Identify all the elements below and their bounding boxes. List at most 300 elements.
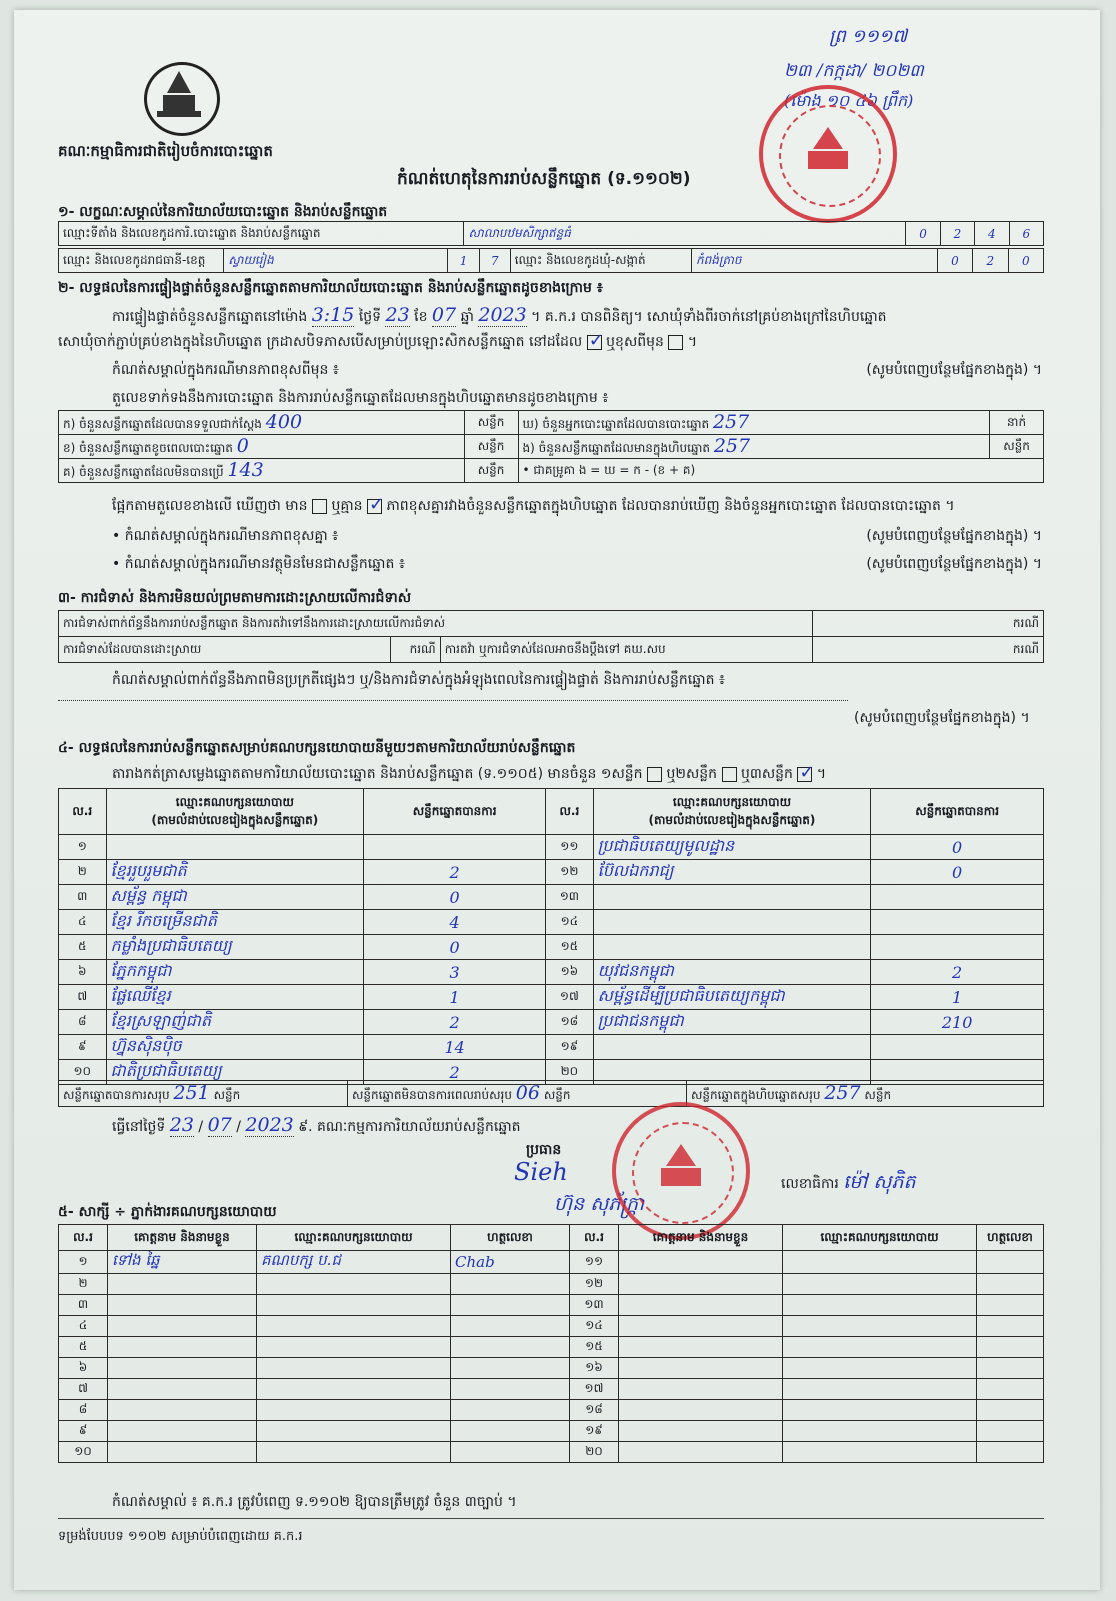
other-note-label: • កំណត់សម្គាល់ក្នុងករណីមានវត្ថុមិនមែនជាសន្លឹកឆ្នោត ៖ (112, 556, 405, 572)
verify-time: 3:15 (311, 304, 355, 326)
receipt-note-time: (ម៉ោង ១០ ៤៦ ព្រឹក) (784, 91, 914, 110)
count-e-value: 257 (713, 435, 751, 457)
tally-2-checkbox[interactable] (722, 767, 737, 782)
witness-name-right (619, 1316, 783, 1337)
result-party-right: ប្រជាធិបតេយ្យមូលដ្ឋាន (593, 835, 871, 860)
objection-row1: ការជំទាស់ពាក់ព័ន្ធនឹងការរាប់សន្លឹកឆ្នោត និងការតវ៉ាទៅនឹងការដោះស្រាយលើការជំទាស់ (59, 611, 813, 637)
total-box-label: សន្លឹកឆ្នោតក្នុងហិបឆ្នោតសរុប (691, 1088, 821, 1102)
w-col-name-left: គោត្តនាម និងនាមខ្លួន (108, 1225, 257, 1251)
result-party-right (593, 910, 871, 935)
no-diff-checkbox[interactable] (367, 499, 382, 514)
witness-party-right (783, 1442, 977, 1463)
witness-no-right: ១៤ (570, 1316, 619, 1337)
result-party-right (593, 1035, 871, 1060)
total-valid-unit: សន្លឹក (213, 1088, 241, 1102)
tally-3-checkbox[interactable] (797, 767, 812, 782)
w-col-sign-left: ហត្ថលេខា (451, 1225, 570, 1251)
witness-party-right (783, 1274, 977, 1295)
witness-name-right (619, 1337, 783, 1358)
result-party-left: សម្ព័ន្ធ កម្ពុជា (106, 885, 364, 910)
witness-party-left (257, 1442, 451, 1463)
result-votes-right (871, 1035, 1044, 1060)
section1-title: ១- លក្ខណៈសម្គាល់នៃការិយាល័យបោះឆ្នោត និងរាប់សន្លឹកឆ្នោត (58, 204, 388, 220)
result-party-right: ប្រជាជនកម្ពុជា (593, 1010, 871, 1035)
result-row (59, 1035, 1044, 1060)
result-no-left: ១០ (59, 1060, 107, 1085)
irregularity-note: កំណត់សម្គាល់ពាក់ព័ន្ធនឹងភាពមិនប្រក្រតីផ្សេងៗ ឬ/និងការជំទាស់ក្នុងអំឡុងពេលនៃការផ្ទៀងផ្ទាត់ និងការរាប់សន្លឹកឆ្នោត ៖ (112, 672, 726, 688)
objection-appeal-case: ករណី (813, 637, 1044, 663)
witness-party-left: គណបក្ស ប.ជ (257, 1251, 451, 1274)
section5-title: ៥- សាក្សី ÷ ភ្នាក់ងារគណបក្សនយោបាយ (58, 1204, 277, 1220)
witness-no-right: ១៨ (570, 1400, 619, 1421)
witness-no-left: ២ (59, 1274, 108, 1295)
same-checkbox[interactable] (587, 335, 602, 350)
witness-no-left: ៩ (59, 1421, 108, 1442)
witness-party-right (783, 1251, 977, 1274)
witness-sign-left: Chab (451, 1251, 570, 1274)
witness-row (59, 1421, 1044, 1442)
witness-name-left (108, 1358, 257, 1379)
witness-name-left (108, 1274, 257, 1295)
witness-row (59, 1316, 1044, 1337)
objection-table (58, 610, 1044, 663)
form-sheet (14, 10, 1100, 1590)
result-party-left (106, 835, 364, 860)
province-label: ឈ្មោះ និងលេខកូដរាជធានី-ខេត្ត (59, 249, 224, 273)
result-votes-right: 2 (871, 960, 1044, 985)
objection-resolved: ការជំទាស់ដែលបានដោះស្រាយ (59, 637, 391, 663)
result-row (59, 885, 1044, 910)
fill-back-note: (សូមបំពេញបន្ថែមផ្នែកខាងក្នុង) ។ (866, 362, 1042, 378)
witness-no-left: ៨ (59, 1400, 108, 1421)
witness-no-right: ១៣ (570, 1295, 619, 1316)
result-no-right: ១៤ (546, 910, 594, 935)
diff-option-label: ឬខុសពីមុន (606, 334, 664, 350)
witness-sign-left (451, 1421, 570, 1442)
has-diff-checkbox[interactable] (312, 499, 327, 514)
verify-line2-text: សោឃុំចាក់ភ្ជាប់គ្រប់ខាងក្នុងនៃហិបឆ្នោត ក្រដាសបិទភាសបើសម្រាប់ប្រឡោះសិកសន្លឹកឆ្នោត នៅដដែល (58, 334, 583, 350)
objection-appeal: ការតវ៉ា ឬការជំទាស់ដែលអាចនឹងប្តឹងទៅ គឃ.សប (440, 637, 813, 663)
result-no-left: ៦ (59, 960, 107, 985)
witness-sign-right (977, 1274, 1044, 1295)
commune-code-2: 2 (973, 249, 1008, 273)
total-invalid-cell (348, 1081, 687, 1107)
counts-intro: តួលេខទាក់ទងនឹងការបោះឆ្នោត និងការរាប់សន្លឹកឆ្នោតដែលមានក្នុងហិបឆ្នោតមានដូចខាងក្រោម ៖ (112, 390, 609, 406)
fill-back-note-2: (សូមបំពេញបន្ថែមផ្នែកខាងក្នុង) ។ (866, 528, 1042, 544)
results-table (58, 788, 1044, 1085)
result-no-right: ២០ (546, 1060, 594, 1085)
witness-name-left (108, 1337, 257, 1358)
witness-row (59, 1358, 1044, 1379)
witness-sign-left (451, 1337, 570, 1358)
result-votes-right: 1 (871, 985, 1044, 1010)
witness-party-right (783, 1421, 977, 1442)
result-votes-left: 2 (364, 1060, 546, 1085)
count-a-value: 400 (265, 411, 303, 433)
result-votes-right: 210 (871, 1010, 1044, 1035)
result-row (59, 1010, 1044, 1035)
witness-sign-left (451, 1274, 570, 1295)
witness-party-left (257, 1358, 451, 1379)
form-title: កំណត់ហេតុនៃការរាប់សន្លឹកឆ្នោត (ទ.១១០២) (397, 169, 691, 189)
witness-sign-left (451, 1316, 570, 1337)
witness-sign-left (451, 1295, 570, 1316)
result-no-left: ៩ (59, 1035, 107, 1060)
irregularity-dotted-line (58, 700, 848, 701)
witness-no-right: ១១ (570, 1251, 619, 1274)
count-d-label: ឃ) ចំនួនអ្នកបោះឆ្នោតដែលបានបោះឆ្នោត (522, 417, 710, 431)
province-table (58, 248, 1044, 273)
total-valid-label: សន្លឹកឆ្នោតបានការសរុប (63, 1088, 170, 1102)
witness-row (59, 1274, 1044, 1295)
result-party-left: ហ្វ៊ុនស៊ិនប៉ិច (106, 1035, 364, 1060)
count-b-unit: សន្លឹក (464, 435, 518, 459)
seal-stamp-top (759, 85, 897, 223)
witness-party-right (783, 1379, 977, 1400)
office-code-3: 4 (975, 222, 1009, 246)
col-party-right-sub: (តាមលំដាប់លេខរៀងក្នុងសន្លឹកឆ្នោត) (648, 812, 816, 827)
chair-signature: Sieh (514, 1158, 568, 1186)
result-votes-left: 1 (364, 985, 546, 1010)
diff-note2-line (112, 526, 1042, 547)
result-party-right (593, 935, 871, 960)
result-no-right: ១២ (546, 860, 594, 885)
w-col-sign-right: ហត្ថលេខា (977, 1225, 1044, 1251)
witness-party-left (257, 1421, 451, 1442)
result-votes-right: 0 (871, 835, 1044, 860)
compare-text: ភាពខុសគ្នារវាងចំនួនសន្លឹកឆ្នោតក្នុងហិបឆ្នោត ដែលបានរាប់ឃើញ និងចំនួនអ្នកបោះឆ្នោត ដែលបានបោះឆ្នោត ។ (386, 498, 955, 514)
witness-sign-right (977, 1442, 1044, 1463)
compare-line (112, 496, 955, 517)
witness-name-right (619, 1421, 783, 1442)
result-no-left: ៥ (59, 935, 107, 960)
seal-emblem-icon-2 (646, 1140, 716, 1200)
witness-party-left (257, 1274, 451, 1295)
result-row (59, 860, 1044, 885)
verify-month-label: ខែ (414, 309, 428, 325)
witness-party-right (783, 1316, 977, 1337)
receipt-note-date: ២៣ /កក្កដា/ ២០២៣ (784, 61, 924, 81)
result-votes-right: 0 (871, 860, 1044, 885)
result-votes-left (364, 835, 546, 860)
witness-party-left (257, 1400, 451, 1421)
result-no-left: ៨ (59, 1010, 107, 1035)
col-party-left-title: ឈ្មោះគណបក្សនយោបាយ (175, 794, 294, 809)
tally-1-checkbox[interactable] (647, 767, 662, 782)
count-formula: • ជាគម្រូគា ង = ឃ = ក - (ខ + គ) (518, 459, 1044, 483)
witness-sign-right (977, 1251, 1044, 1274)
witness-party-left (257, 1337, 451, 1358)
result-row (59, 910, 1044, 935)
diff-note-line (112, 360, 1042, 381)
committee-label: ៩. គណៈកម្មការការិយាល័យរាប់សន្លឹកឆ្នោត (298, 1119, 521, 1135)
witness-no-left: ៥ (59, 1337, 108, 1358)
result-party-right: ប៊ែលឯករាជ្យ (593, 860, 871, 885)
witness-no-left: ១០ (59, 1442, 108, 1463)
total-box: 257 (824, 1082, 861, 1104)
office-code-4: 6 (1009, 222, 1043, 246)
footer-divider (58, 1518, 1044, 1519)
office-code-1: 0 (906, 222, 940, 246)
total-valid-cell (59, 1081, 348, 1107)
diff-note-label: កំណត់សម្គាល់ក្នុងករណីមានភាពខុសពីមុន ៖ (112, 362, 339, 378)
done-day: 23 (169, 1114, 194, 1136)
witness-sign-right (977, 1295, 1044, 1316)
result-party-left: ជាតិប្រជាធិបតេយ្យ (106, 1060, 364, 1085)
verify-year-label: ឆ្នាំ (460, 309, 474, 325)
witness-name-left (108, 1379, 257, 1400)
witness-row (59, 1295, 1044, 1316)
result-party-left: ផ្លែឈើខ្មែរ (106, 985, 364, 1010)
result-votes-left: 14 (364, 1035, 546, 1060)
commune-code-1: 0 (937, 249, 972, 273)
result-no-right: ១១ (546, 835, 594, 860)
witness-sign-right (977, 1421, 1044, 1442)
w-col-name-right: គោត្តនាម និងនាមខ្លួន (619, 1225, 783, 1251)
count-a-label: ក) ចំនួនសន្លឹកឆ្នោតដែលបានទទួលជាក់ស្តែង (63, 417, 262, 431)
done-month: 07 (207, 1114, 232, 1136)
witness-name-right (619, 1251, 783, 1274)
col-party-right (593, 789, 871, 835)
result-party-right (593, 885, 871, 910)
result-no-right: ១៩ (546, 1035, 594, 1060)
witness-no-right: ១៥ (570, 1337, 619, 1358)
result-votes-left: 3 (364, 960, 546, 985)
result-party-left: ខ្មែរ រីកចម្រើនជាតិ (106, 910, 364, 935)
tally-sheet-line: តារាងកត់ត្រាសម្លេងឆ្នោតតាមការិយាល័យបោះឆ្នោត និងរាប់សន្លឹកឆ្នោត (ទ.១១០៥) មានចំនួន ១សន្លឹក ឬ២សន្លឹក ឬ៣សន្លឹក ✓ ។ (112, 764, 826, 785)
section2-title: ២- លទ្ធផលនៃការផ្ទៀងផ្ទាត់ចំនួនសន្លឹកឆ្នោតតាមការិយាល័យបោះឆ្នោត និងរាប់សន្លឹកឆ្នោតដូចខាងក្រោម ៖ (58, 280, 603, 296)
witness-name-right (619, 1358, 783, 1379)
seal-emblem-icon (793, 123, 863, 183)
witness-name-left (108, 1442, 257, 1463)
result-row (59, 985, 1044, 1010)
witness-row (59, 1400, 1044, 1421)
witness-party-right (783, 1358, 977, 1379)
witness-name-left (108, 1316, 257, 1337)
col-votes-left: សន្លឹកឆ្នោតបានការ (364, 789, 546, 835)
commune-code-3: 0 (1008, 249, 1043, 273)
witness-sign-right (977, 1316, 1044, 1337)
verify-time-label: ការផ្ទៀងផ្ទាត់ចំនួនសន្លឹកឆ្នោតនៅម៉ោង (112, 309, 308, 325)
count-e-unit: សន្លឹក (990, 435, 1044, 459)
verify-line-2: សោឃុំចាក់ភ្ជាប់គ្រប់ខាងក្នុងនៃហិបឆ្នោត ក្រដាសបិទភាសបើសម្រាប់ប្រឡោះសិកសន្លឹកឆ្នោត នៅដដែល ✓ ឬខុសពីមុន ។ (58, 332, 697, 353)
col-party-left-sub: (តាមលំដាប់លេខរៀងក្នុងសន្លឹកឆ្នោត) (151, 812, 319, 827)
witness-party-left (257, 1379, 451, 1400)
location-table (58, 221, 1044, 246)
result-votes-left: 2 (364, 860, 546, 885)
fill-back-note-4: (សូមបំពេញបន្ថែមផ្នែកខាងក្នុង) ។ (854, 710, 1030, 726)
witness-sign-left (451, 1358, 570, 1379)
witness-row (59, 1379, 1044, 1400)
total-invalid-label: សន្លឹកឆ្នោតមិនបានការពេលរាប់សរុប (352, 1088, 512, 1102)
witness-name-left (108, 1421, 257, 1442)
witness-table (58, 1224, 1044, 1463)
witness-no-right: ១៧ (570, 1379, 619, 1400)
result-party-left: កម្លាំងប្រជាធិបតេយ្យ (106, 935, 364, 960)
verify-line1-rest: ។ គ.ក.រ បានពិនិត្យ។ សោឃុំទាំងពីរចាក់នៅគ្រប់ខាងក្រៅនៃហិបឆ្នោត (531, 309, 887, 325)
office-label: ឈ្មោះទីតាំង និងលេខកូដការិ.បោះឆ្នោត និងរាប់សន្លឹកឆ្នោត (59, 222, 464, 246)
tally-opt3-label: ឬ៣សន្លឹក (740, 766, 793, 782)
witness-name-left: ទៅង ឆ្នៃ (108, 1251, 257, 1274)
witness-name-left (108, 1295, 257, 1316)
witness-party-left (257, 1316, 451, 1337)
diff-note2-label: • កំណត់សម្គាល់ក្នុងករណីមានភាពខុសគ្នា ៖ (112, 528, 339, 544)
other-note-line (112, 554, 1042, 575)
office-value: សាលាបឋមសិក្សាឥន្ទធំ (464, 222, 906, 246)
result-no-left: ៤ (59, 910, 107, 935)
done-date-label: ធ្វើនៅថ្ងៃទី (112, 1119, 166, 1135)
result-votes-right (871, 885, 1044, 910)
witness-row (59, 1251, 1044, 1274)
verify-year: 2023 (478, 304, 527, 326)
witness-name-right (619, 1442, 783, 1463)
witness-row (59, 1337, 1044, 1358)
count-c-value: 143 (227, 459, 264, 481)
province-code-2: 7 (479, 249, 510, 273)
total-invalid: 06 (515, 1082, 540, 1104)
witness-party-right (783, 1337, 977, 1358)
result-no-right: ១៦ (546, 960, 594, 985)
verify-line-1 (112, 304, 887, 328)
count-a-unit: សន្លឹក (464, 411, 518, 435)
result-row (59, 935, 1044, 960)
witness-no-right: ២០ (570, 1442, 619, 1463)
total-invalid-unit: សន្លឹក (543, 1088, 571, 1102)
total-box-cell (687, 1081, 1044, 1107)
objection-row1-case: ករណី (813, 611, 1044, 637)
tally-intro: តារាងកត់ត្រាសម្លេងឆ្នោតតាមការិយាល័យបោះឆ្នោត និងរាប់សន្លឹកឆ្នោត (ទ.១១០៥) មានចំនួន ១សន្លឹក (112, 766, 643, 782)
commune-label: ឈ្មោះ និងលេខកូដឃុំ-សង្កាត់ (510, 249, 691, 273)
province-code-1: 1 (448, 249, 479, 273)
witness-name-left (108, 1400, 257, 1421)
result-party-left: ភ្នែកកម្ពុជា (106, 960, 364, 985)
result-votes-left: 2 (364, 1010, 546, 1035)
witness-sign-right (977, 1379, 1044, 1400)
result-no-right: ១៥ (546, 935, 594, 960)
witness-sign-left (451, 1442, 570, 1463)
result-no-left: ២ (59, 860, 107, 885)
witness-party-left (257, 1295, 451, 1316)
witness-no-left: ៦ (59, 1358, 108, 1379)
chair-name: ហ៊ុន សុភ័ក្ត្រា (554, 1193, 645, 1215)
result-votes-left: 0 (364, 885, 546, 910)
result-votes-right (871, 935, 1044, 960)
count-b-value: 0 (236, 435, 249, 457)
witness-no-right: ១២ (570, 1274, 619, 1295)
result-no-right: ១៧ (546, 985, 594, 1010)
result-party-right: សម្ព័ន្ធដើម្បីប្រជាធិបតេយ្យកម្ពុជា (593, 985, 871, 1010)
verify-day-label: ថ្ងៃទី (358, 309, 382, 325)
col-no-left: ល.រ (59, 789, 107, 835)
secretary-name: ម៉ៅ សុភិត (843, 1171, 916, 1193)
count-d-value: 257 (712, 411, 750, 433)
witness-sign-right (977, 1400, 1044, 1421)
witness-name-right (619, 1295, 783, 1316)
objection-resolved-case: ករណី (391, 637, 440, 663)
witness-row (59, 1442, 1044, 1463)
result-no-right: ១៣ (546, 885, 594, 910)
witness-sign-left (451, 1379, 570, 1400)
total-valid: 251 (173, 1082, 210, 1104)
done-date-line: ធ្វើនៅថ្ងៃទី 23 / 07 / 2023 ៩. គណៈកម្មការការិយាល័យរាប់សន្លឹកឆ្នោត (112, 1114, 521, 1136)
tally-opt2-label: ឬ២សន្លឹក (666, 766, 718, 782)
count-c-label: គ) ចំនួនសន្លឹកឆ្នោតដែលមិនបានប្រើ (63, 465, 224, 479)
chair-label: ប្រធាន (526, 1142, 562, 1158)
footnote: កំណត់សម្គាល់ ៖ គ.ក.រ ត្រូវបំពេញ ទ.១១០២ ឱ្យបានត្រឹមត្រូវ ចំនួន ៣ច្បាប់ ។ (112, 1494, 517, 1510)
compare-has-label: ផ្អែកតាមតួលេខខាងលើ ឃើញថា មាន (112, 498, 308, 514)
diff-checkbox[interactable] (668, 335, 683, 350)
nec-emblem (144, 62, 220, 136)
witness-party-right (783, 1400, 977, 1421)
count-d-unit: នាក់ (990, 411, 1044, 435)
witness-no-left: ៤ (59, 1316, 108, 1337)
witness-sign-right (977, 1337, 1044, 1358)
form-code-note: ទម្រង់បែបបទ ១១០២ សម្រាប់បំពេញដោយ គ.ក.រ (58, 1529, 303, 1544)
result-no-left: ១ (59, 835, 107, 860)
result-votes-left: 0 (364, 935, 546, 960)
result-row (59, 835, 1044, 860)
witness-sign-right (977, 1358, 1044, 1379)
province-value: ស្វាយរៀង (224, 249, 448, 273)
result-party-left: ខ្មែររួបរួមជាតិ (106, 860, 364, 885)
receipt-note-number: ព្រ ១១១៧ (829, 26, 908, 47)
done-year: 2023 (245, 1114, 294, 1136)
temple-icon (147, 65, 211, 127)
w-col-party-left: ឈ្មោះគណបក្សនយោបាយ (257, 1225, 451, 1251)
section4-title: ៤- លទ្ធផលនៃការរាប់សន្លឹកឆ្នោតសម្រាប់គណបក្សនយោបាយនីមួយៗតាមការិយាល័យរាប់សន្លឹកឆ្នោត (58, 740, 576, 756)
count-c-unit: សន្លឹក (464, 459, 518, 483)
result-party-left: ខ្មែរស្រឡាញ់ជាតិ (106, 1010, 364, 1035)
count-b-label: ខ) ចំនួនសន្លឹកឆ្នោតខូចពេលបោះឆ្នោត (63, 441, 233, 455)
count-e-label: ង) ចំនួនសន្លឹកឆ្នោតដែលមានក្នុងហិបឆ្នោត (522, 441, 710, 455)
w-col-no-left: ល.រ (59, 1225, 108, 1251)
compare-none-label: ឬគ្មាន (331, 498, 363, 514)
witness-name-right (619, 1379, 783, 1400)
result-no-left: ៣ (59, 885, 107, 910)
result-no-left: ៧ (59, 985, 107, 1010)
w-col-no-right: ល.រ (570, 1225, 619, 1251)
result-votes-right (871, 910, 1044, 935)
col-no-right: ល.រ (546, 789, 594, 835)
org-name: គណៈកម្មាធិការជាតិរៀបចំការបោះឆ្នោត (58, 142, 273, 160)
office-code-2: 2 (940, 222, 974, 246)
counts-table (58, 410, 1044, 483)
totals-table (58, 1080, 1044, 1107)
w-col-party-right: ឈ្មោះគណបក្សនយោបាយ (783, 1225, 977, 1251)
result-no-right: ១៨ (546, 1010, 594, 1035)
verify-day: 23 (385, 304, 410, 326)
verify-month: 07 (431, 304, 457, 326)
section3-title: ៣- ការជំទាស់ និងការមិនយល់ព្រមតាមការដោះស្រាយលើការជំទាស់ (58, 590, 412, 606)
result-party-right: យុវជនកម្ពុជា (593, 960, 871, 985)
witness-no-left: ៣ (59, 1295, 108, 1316)
witness-no-right: ១៩ (570, 1421, 619, 1442)
witness-party-right (783, 1295, 977, 1316)
result-votes-left: 4 (364, 910, 546, 935)
col-party-left (106, 789, 364, 835)
witness-sign-left (451, 1400, 570, 1421)
total-box-unit: សន្លឹក (864, 1088, 892, 1102)
witness-no-left: ៧ (59, 1379, 108, 1400)
col-votes-right: សន្លឹកឆ្នោតបានការ (871, 789, 1044, 835)
result-row (59, 960, 1044, 985)
witness-name-right (619, 1274, 783, 1295)
commune-value: កំពង់ត្រាច (692, 249, 938, 273)
witness-no-left: ១ (59, 1251, 108, 1274)
fill-back-note-3: (សូមបំពេញបន្ថែមផ្នែកខាងក្នុង) ។ (866, 556, 1042, 572)
secretary-label: លេខាធិការ (781, 1176, 839, 1192)
col-party-right-title: ឈ្មោះគណបក្សនយោបាយ (672, 794, 792, 809)
